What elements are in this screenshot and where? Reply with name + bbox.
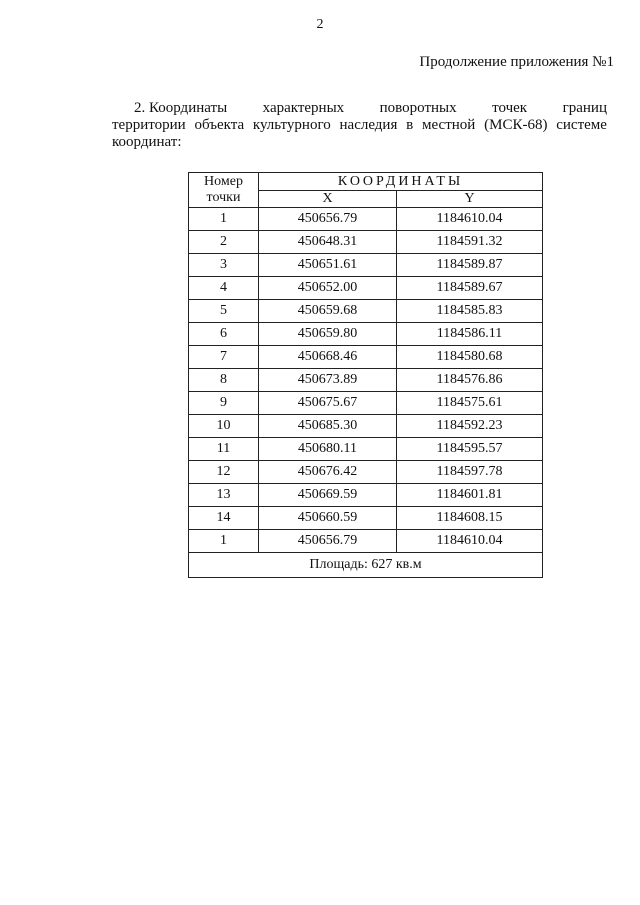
x-coordinate-cell: 450660.59 — [259, 507, 397, 530]
point-number-cell: 3 — [189, 254, 259, 277]
x-coordinate-cell: 450673.89 — [259, 369, 397, 392]
point-number-cell: 9 — [189, 392, 259, 415]
table-row — [189, 438, 543, 461]
paragraph-line-1 — [112, 100, 607, 117]
x-coordinate-cell: 450656.79 — [259, 208, 397, 231]
point-number-cell: 10 — [189, 415, 259, 438]
y-coordinate-cell: 1184601.81 — [397, 484, 543, 507]
x-coordinate-cell: 450685.30 — [259, 415, 397, 438]
intro-paragraph — [112, 100, 607, 151]
word: культурного — [252, 117, 331, 133]
table-row — [189, 346, 543, 369]
table-row — [189, 507, 543, 530]
word: наследия — [339, 117, 398, 133]
y-coordinate-cell: 1184585.83 — [397, 300, 543, 323]
x-coordinate-cell: 450651.61 — [259, 254, 397, 277]
table-row — [189, 369, 543, 392]
x-coordinate-cell: 450659.80 — [259, 323, 397, 346]
x-coordinate-cell: 450648.31 — [259, 231, 397, 254]
y-coordinate-cell: 1184580.68 — [397, 346, 543, 369]
x-coordinate-cell: 450652.00 — [259, 277, 397, 300]
y-coordinate-cell: 1184597.78 — [397, 461, 543, 484]
header-number-line1: Номер — [204, 174, 243, 189]
word: в — [406, 117, 414, 133]
x-coordinate-cell: 450656.79 — [259, 530, 397, 553]
coordinates-table — [188, 172, 543, 578]
point-number-cell: 1 — [189, 208, 259, 231]
point-number-cell: 6 — [189, 323, 259, 346]
header-y: Y — [397, 191, 543, 208]
word: поворотных — [379, 100, 457, 116]
y-coordinate-cell: 1184575.61 — [397, 392, 543, 415]
word: местной — [422, 117, 476, 133]
table-row — [189, 300, 543, 323]
word: границ — [562, 100, 607, 116]
y-coordinate-cell: 1184592.23 — [397, 415, 543, 438]
y-coordinate-cell: 1184595.57 — [397, 438, 543, 461]
point-number-cell: 1 — [189, 530, 259, 553]
word: точек — [492, 100, 528, 116]
table-row — [189, 208, 543, 231]
area-footer: Площадь: 627 кв.м — [189, 553, 543, 578]
coordinates-table-body — [189, 208, 543, 553]
table-row — [189, 231, 543, 254]
point-number-cell: 7 — [189, 346, 259, 369]
y-coordinate-cell: 1184576.86 — [397, 369, 543, 392]
table-row — [189, 484, 543, 507]
paragraph-line-3: координат: — [112, 134, 182, 150]
word: системе — [556, 117, 607, 133]
table-row — [189, 254, 543, 277]
x-coordinate-cell: 450659.68 — [259, 300, 397, 323]
appendix-note: Продолжение приложения №1 — [419, 54, 614, 70]
x-coordinate-cell: 450668.46 — [259, 346, 397, 369]
point-number-cell: 14 — [189, 507, 259, 530]
header-point-number — [189, 173, 259, 208]
x-coordinate-cell: 450676.42 — [259, 461, 397, 484]
y-coordinate-cell: 1184608.15 — [397, 507, 543, 530]
y-coordinate-cell: 1184589.87 — [397, 254, 543, 277]
y-coordinate-cell: 1184586.11 — [397, 323, 543, 346]
x-coordinate-cell: 450675.67 — [259, 392, 397, 415]
point-number-cell: 2 — [189, 231, 259, 254]
point-number-cell: 8 — [189, 369, 259, 392]
word: территории — [112, 117, 186, 133]
y-coordinate-cell: 1184610.04 — [397, 530, 543, 553]
y-coordinate-cell: 1184591.32 — [397, 231, 543, 254]
y-coordinate-cell: 1184610.04 — [397, 208, 543, 231]
x-coordinate-cell: 450669.59 — [259, 484, 397, 507]
header-number-line2: точки — [206, 190, 241, 205]
table-row — [189, 323, 543, 346]
word: характерных — [262, 100, 345, 116]
point-number-cell: 13 — [189, 484, 259, 507]
table-row — [189, 277, 543, 300]
header-coordinates: КООРДИНАТЫ — [259, 173, 543, 191]
paragraph-line-2 — [112, 117, 607, 134]
word: 2. Координаты — [134, 100, 228, 116]
y-coordinate-cell: 1184589.67 — [397, 277, 543, 300]
word: (МСК-68) — [484, 117, 548, 133]
point-number-cell: 11 — [189, 438, 259, 461]
table-row — [189, 415, 543, 438]
point-number-cell: 4 — [189, 277, 259, 300]
word: объекта — [194, 117, 245, 133]
point-number-cell: 5 — [189, 300, 259, 323]
table-row — [189, 461, 543, 484]
header-x: X — [259, 191, 397, 208]
table-row — [189, 530, 543, 553]
x-coordinate-cell: 450680.11 — [259, 438, 397, 461]
page-number: 2 — [316, 17, 324, 32]
table-row — [189, 392, 543, 415]
point-number-cell: 12 — [189, 461, 259, 484]
